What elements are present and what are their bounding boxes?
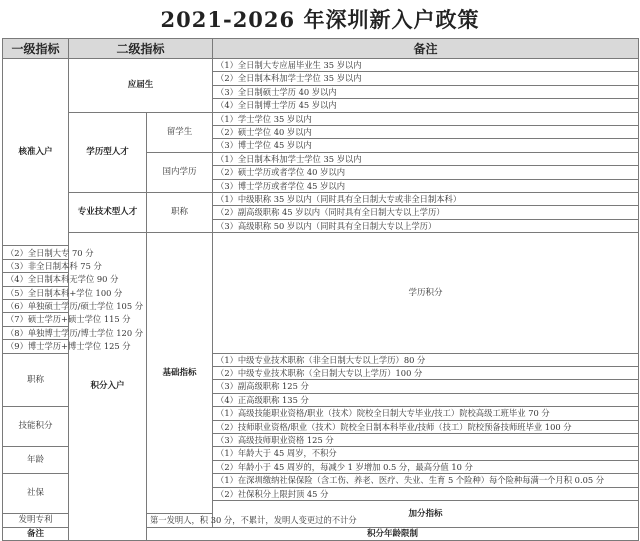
remark-cell: （1）全日制本科加学士学位 35 岁以内 <box>213 152 639 165</box>
remark-cell: （4）正高级职称 135 分 <box>213 393 639 406</box>
level2-cell: 积分年龄限制 <box>147 527 639 540</box>
remark-cell: （4）全日制博士学历 45 岁以内 <box>213 99 639 112</box>
level3-cell: 职称 <box>3 353 69 407</box>
level3-cell: 社保 <box>3 474 69 514</box>
level3-cell: 国内学历 <box>147 152 213 192</box>
level2-cell: 加分指标 <box>213 500 639 527</box>
remark-cell: （4）全日制本科无学位 90 分 <box>3 273 69 286</box>
remark-cell: 第一发明人，积 30 分，不累计，发明人变更过的不计分 <box>147 514 213 527</box>
table-row <box>3 192 639 205</box>
remark-cell: （2）中级专业技术职称（全日制大专以上学历）100 分 <box>213 366 639 379</box>
remark-cell: （5）全日制本科+学位 100 分 <box>3 286 69 299</box>
remark-cell: （2）副高级职称 45 岁以内（同时具有全日制大专以上学历） <box>213 206 639 219</box>
remark-cell: （1）全日制大专应届毕业生 35 岁以内 <box>213 59 639 72</box>
remark-cell: （2）硕士学位 40 岁以内 <box>213 125 639 138</box>
remark-cell: （3）全日制硕士学历 40 岁以内 <box>213 85 639 98</box>
level2-cell: 专业技术型人才 <box>69 192 147 232</box>
level3-cell: 年龄 <box>3 447 69 474</box>
level3-cell: 技能积分 <box>3 407 69 447</box>
level2-cell: 学历型人才 <box>69 112 147 192</box>
header-remarks: 备注 <box>213 39 639 59</box>
level2-cell: 基础指标 <box>147 233 213 514</box>
remark-cell: （9）博士学历+博士学位 125 分 <box>3 340 69 353</box>
page-title: 2021-2026 年深圳新入户政策 <box>160 7 480 32</box>
policy-table <box>2 38 639 541</box>
header-level2: 二级指标 <box>69 39 213 59</box>
remark-cell: （3）高级技师职业资格 125 分 <box>213 433 639 446</box>
remark-cell: （8）单独博士学历/博士学位 120 分 <box>3 326 69 339</box>
level3-cell: 留学生 <box>147 112 213 152</box>
remark-cell: （2）全日制大专 70 分 <box>3 246 69 259</box>
remark-cell: （1）中级专业技术职称（非全日制大专以上学历）80 分 <box>213 353 639 366</box>
level1-cell: 核准入户 <box>3 59 69 246</box>
remark-cell: （1）年龄大于 45 周岁，不积分 <box>213 447 639 460</box>
remark-cell: （3）博士学位 45 岁以内 <box>213 139 639 152</box>
level1-cell: 备注 <box>3 527 69 540</box>
header-row <box>3 39 639 59</box>
table-row <box>3 59 639 72</box>
remark-cell: （1）学士学位 35 岁以内 <box>213 112 639 125</box>
remark-cell: （3）高级职称 50 岁以内（同时具有全日制大专以上学历） <box>213 219 639 232</box>
remark-cell: （3）博士学历或者学位 45 岁以内 <box>213 179 639 192</box>
remark-cell: （1）在深圳缴纳社保保险（含工伤、养老、医疗、失业、生育 5 个险种）每个险种每满一个月积 0.05 分 <box>213 474 639 487</box>
level3-cell: 职称 <box>147 192 213 232</box>
remark-cell: （2）社保积分上限封顶 45 分 <box>213 487 639 500</box>
level3-cell: 学历积分 <box>213 233 639 354</box>
table-row <box>3 112 639 125</box>
table-row <box>3 233 639 246</box>
level1-cell: 积分入户 <box>69 233 147 541</box>
remark-cell: （6）单独硕士学历/硕士学位 105 分 <box>3 300 69 313</box>
remark-cell: （2）技师职业资格/职业（技术）院校全日制本科毕业/技师（技工）院校预备技师班毕业 100 分 <box>213 420 639 433</box>
remark-cell: （3）副高级职称 125 分 <box>213 380 639 393</box>
remark-cell: （3）非全日制本科 75 分 <box>3 259 69 272</box>
remark-cell: （2）全日制本科加学士学位 35 岁以内 <box>213 72 639 85</box>
remark-cell: （7）硕士学历+硕士学位 115 分 <box>3 313 69 326</box>
header-level1: 一级指标 <box>3 39 69 59</box>
level2-cell: 应届生 <box>69 59 213 113</box>
remark-cell: （2）硕士学历或者学位 40 岁以内 <box>213 166 639 179</box>
remark-cell: （2）年龄小于 45 周岁的，每减少 1 岁增加 0.5 分，最高分值 10 分 <box>213 460 639 473</box>
remark-cell: （1）中级职称 35 岁以内（同时具有全日制大专或非全日制本科） <box>213 192 639 205</box>
level3-cell: 发明专利 <box>3 514 69 527</box>
remark-cell: （1）高级技能职业资格/职业（技术）院校全日制大专毕业/技工）院校高级工班毕业 70 分 <box>213 407 639 420</box>
